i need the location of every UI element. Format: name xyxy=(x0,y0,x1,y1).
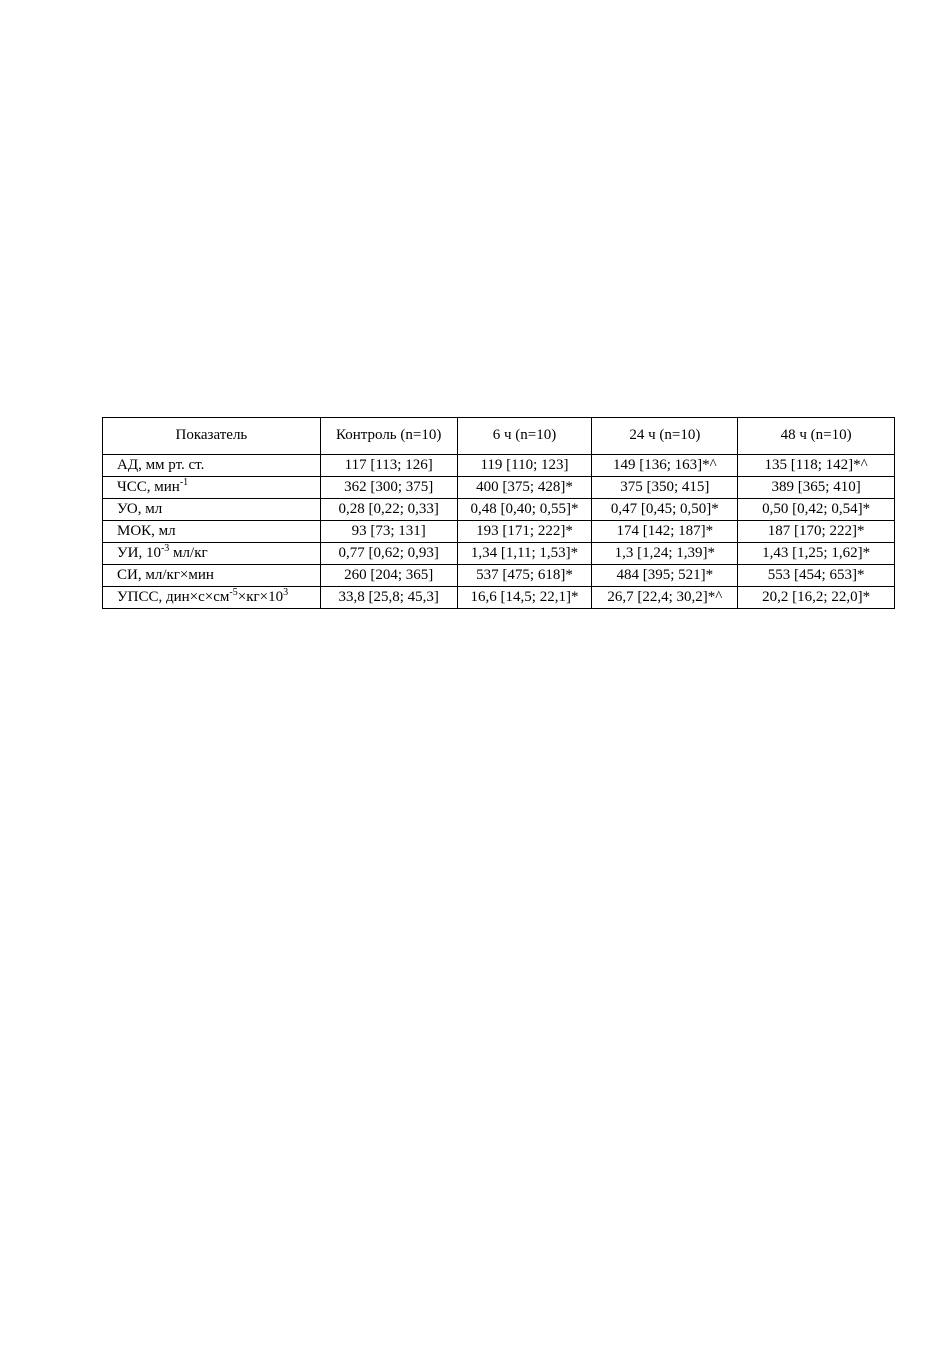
table-cell: 0,28 [0,22; 0,33] xyxy=(320,499,457,521)
table-header-row xyxy=(103,418,895,455)
table-cell: 193 [171; 222]* xyxy=(457,521,592,543)
table-cell: 400 [375; 428]* xyxy=(457,477,592,499)
table-cell: 187 [170; 222]* xyxy=(738,521,895,543)
table-cell: 537 [475; 618]* xyxy=(457,565,592,587)
header-24h: 24 ч (n=10) xyxy=(592,418,738,455)
table-row xyxy=(103,587,895,609)
table-cell: 16,6 [14,5; 22,1]* xyxy=(457,587,592,609)
table-row xyxy=(103,521,895,543)
table-cell: 0,48 [0,40; 0,55]* xyxy=(457,499,592,521)
table-cell: 1,3 [1,24; 1,39]* xyxy=(592,543,738,565)
header-indicator: Показатель xyxy=(103,418,321,455)
table-cell: 26,7 [22,4; 30,2]*^ xyxy=(592,587,738,609)
table-cell: 135 [118; 142]*^ xyxy=(738,455,895,477)
row-label: УПСС, $дин\times с\times см^{-5}\times кг\times 10^3$ xyxy=(103,587,321,609)
table-cell: 484 [395; 521]* xyxy=(592,565,738,587)
table-cell: 1,34 [1,11; 1,53]* xyxy=(457,543,592,565)
row-label: ЧСС, мин$^{-1}$ xyxy=(103,477,321,499)
table-row xyxy=(103,543,895,565)
results-table xyxy=(102,417,895,609)
row-label: МОК, мл xyxy=(103,521,321,543)
table-cell: 119 [110; 123] xyxy=(457,455,592,477)
table-cell: 260 [204; 365] xyxy=(320,565,457,587)
table-cell: 117 [113; 126] xyxy=(320,455,457,477)
header-48h: 48 ч (n=10) xyxy=(738,418,895,455)
table-cell: 20,2 [16,2; 22,0]* xyxy=(738,587,895,609)
table-cell: 93 [73; 131] xyxy=(320,521,457,543)
table-cell: 0,47 [0,45; 0,50]* xyxy=(592,499,738,521)
header-control: Контроль (n=10) xyxy=(320,418,457,455)
table-cell: 174 [142; 187]* xyxy=(592,521,738,543)
table-cell: 0,77 [0,62; 0,93] xyxy=(320,543,457,565)
table-row xyxy=(103,565,895,587)
row-label: УО, мл xyxy=(103,499,321,521)
table-row xyxy=(103,455,895,477)
row-label: УИ, $10^{-3}$ мл/кг xyxy=(103,543,321,565)
table-cell: 362 [300; 375] xyxy=(320,477,457,499)
header-6h: 6 ч (n=10) xyxy=(457,418,592,455)
row-label: СИ, мл/кг×мин xyxy=(103,565,321,587)
table-row xyxy=(103,477,895,499)
table-cell: 33,8 [25,8; 45,3] xyxy=(320,587,457,609)
table-cell: 149 [136; 163]*^ xyxy=(592,455,738,477)
table-cell: 1,43 [1,25; 1,62]* xyxy=(738,543,895,565)
table-cell: 375 [350; 415] xyxy=(592,477,738,499)
table-cell: 389 [365; 410] xyxy=(738,477,895,499)
table-cell: 553 [454; 653]* xyxy=(738,565,895,587)
row-label: АД, мм рт. ст. xyxy=(103,455,321,477)
table-row xyxy=(103,499,895,521)
table-cell: 0,50 [0,42; 0,54]* xyxy=(738,499,895,521)
